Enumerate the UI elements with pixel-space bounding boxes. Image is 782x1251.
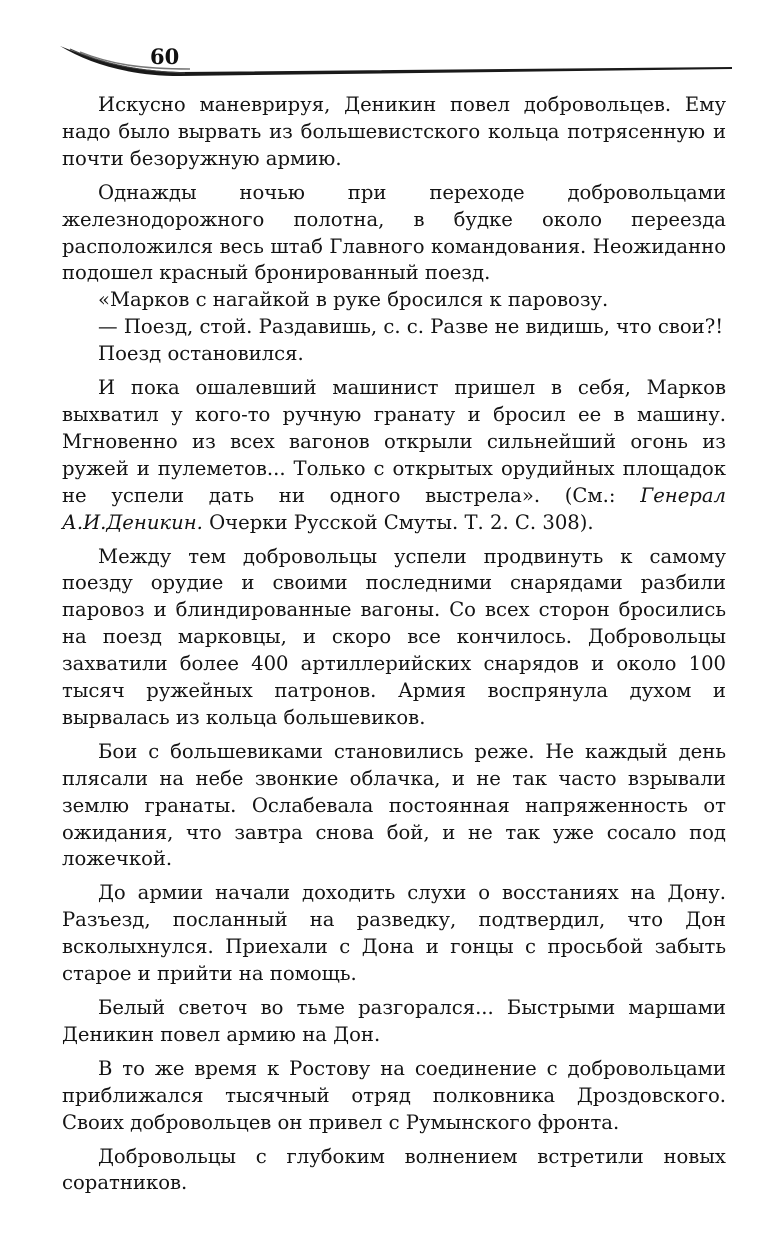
paragraph: Добровольцы с глубоким волнением встретили новых соратников. (62, 1144, 726, 1195)
page-number: 60 (150, 44, 180, 69)
citation-source: Очерки Русской Смуты. Т. 2. С. 308). (202, 510, 594, 534)
paragraph-dialogue: — Поезд, стой. Раздавишь, с. с. Разве не видишь, что свои?! (98, 315, 724, 339)
paragraph: Искусно маневрируя, Деникин повел добровольцев. Ему надо было вырвать из большевистского кольца потрясенную и почти безоружную армию. (62, 93, 726, 170)
body-text (62, 92, 726, 1197)
paragraph: В то же время к Ростову на соединение с добровольцами приближался тысячный отряд полковника Дроздовского. Своих добровольцев он привел с Румынского фронта. (62, 1056, 726, 1134)
page-header (60, 36, 732, 86)
paragraph-with-citation (62, 375, 726, 536)
paragraph: Между тем добровольцы успели продвинуть к самому поезду орудие и своими последними снарядами разбили паровоз и блиндированные вагоны. Со всех сторон бросились на поезд марковцы, и скоро все кончилось. Добровольцы захватили более 400 артиллерийских снарядов и около 100 тысяч ружейных патронов. Армия воспрянула духом и вырвалась из кольца большевиков. (62, 544, 726, 729)
paragraph: Белый светоч во тьме разгорался... Быстрыми маршами Деникин повел армию на Дон. (62, 996, 726, 1046)
paragraph: Поезд остановился. (98, 342, 304, 366)
citation-author: Генерал А.И.Деникин. (62, 483, 726, 534)
paragraph: Однажды ночью при переходе добровольцами железнодорожного полотна, в будке около переезда расположился весь штаб Главного командования. Неожиданно подошел красный бронированный поезд. (62, 180, 726, 285)
paragraph: До армии начали доходить слухи о восстаниях на Дону. Разъезд, посланный на разведку, подтвердил, что Дон всколыхнулся. Приехали с Дона и гонцы с просьбой забыть старое и прийти на помощь. (62, 881, 726, 986)
paragraph-text: И пока ошалевший машинист пришел в себя, Марков выхватил у кого-то ручную гранату и бросил ее в машину. Мгновенно из всех вагонов открыли сильнейший огонь из ружей и пулеметов... Только с открытых орудийных площадок не успели дать ни одного выстрела». (См.: (62, 376, 726, 507)
paragraph-quote-start: «Марков с нагайкой в руке бросился к паровозу. (98, 288, 609, 312)
paragraph: Бои с большевиками становились реже. Не каждый день плясали на небе звонкие облачка, и не так часто взрывали землю гранаты. Ослабевала постоянная напряженность от ожидания, что завтра снова бой, и не так уже сосало под ложечкой. (62, 739, 726, 871)
